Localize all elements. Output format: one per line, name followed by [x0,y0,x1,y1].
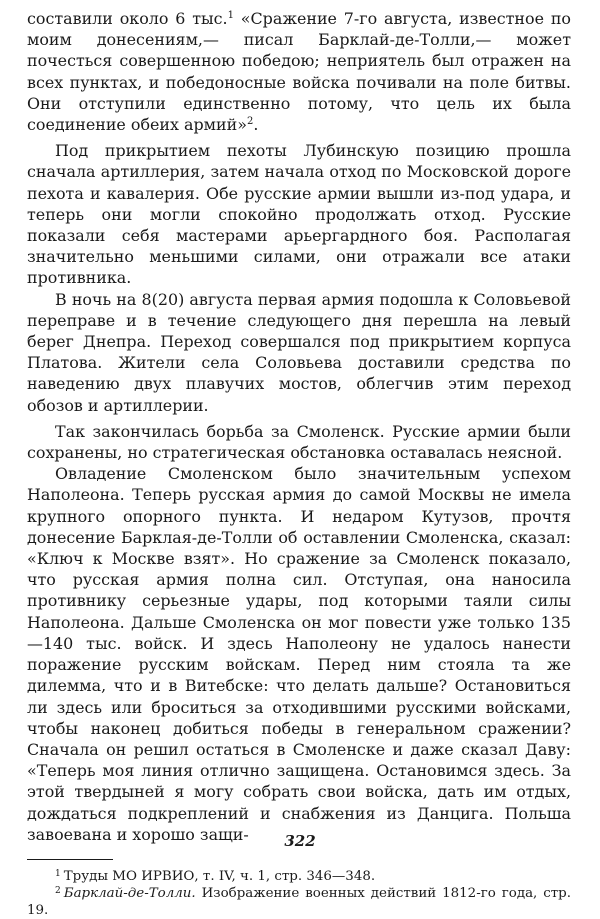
paragraph-1 [27,8,571,135]
footnote-ref-2: 2 [246,116,254,128]
footnote-divider [27,859,113,860]
page-body [27,8,571,919]
footnote-1-mark: 1 [55,868,61,879]
paragraph-1-quote: «Сражение 7-го августа, известное по моим донесениям,— писал Барклай-де-Толли,— может почесться совершенною победою; неприятель был отражен на всех пунктах, и победоносные войска почивали на поле битвы. Они отступили единственно потому, что цель их была соединение обеих армий» [27,9,571,135]
footnote-2-mark: 2 [55,885,61,896]
footnote-2 [27,885,571,919]
footnote-ref-1: 1 [227,10,234,21]
paragraph-1-text: составили около 6 тыс. [27,9,228,28]
paragraph-4: Так закончилась борьба за Смоленск. Русские армии были сохранены, но стратегическая обстановка оставалась неясной. [27,421,571,463]
paragraph-5: Овладение Смоленском было значительным успехом Наполеона. Теперь русская армия до самой Москвы не имела крупного опорного пункта. И недаром Кутузов, прочтя донесение Барклая-де-Толли об оставлении Смоленска, сказал: «Ключ к Москве взят». Но сражение за Смоленск показало, что русская армия полна сил. Отступая, она наносила противнику серьезные удары, под которыми таяли силы Наполеона. Дальше Смоленска он мог повести уже только 135—140 тыс. войск. И здесь Наполеону не удалось нанести поражение русским войскам. Перед ним стояла та же дилемма, что и в Витебске: что делать дальше? Остановиться ли здесь или броситься за отходившими русскими войсками, чтобы наконец добиться победы в генеральном сражении? Сначала он решил остаться в Смоленске и даже сказал Даву: «Теперь моя линия отлично защищена. Остановимся здесь. За этой твердыней я могу собрать свои войска, дать им отдых, дождаться подкреплений и снабжения из Данцига. Польша завоевана и хорошо защи- [27,464,571,844]
footnote-1 [27,868,571,885]
page-number: 322 [284,832,316,850]
paragraph-1-tail: . [253,115,259,135]
paragraph-3: В ночь на 8(20) августа первая армия подошла к Соловьевой переправе и в течение следующего дня перешла на левый берег Днепра. Переход совершался под прикрытием корпуса Платова. Жители села Соловьева доставили средства по наведению двух плавучих мостов, облегчив этим переход обозов и артиллерии. [27,289,571,415]
footnote-2-text: Изображение военных действий 1812-го года, стр. 19. [27,885,571,918]
paragraph-2: Под прикрытием пехоты Лубинскую позицию прошла сначала артиллерия, затем начала отход по Московской дороге пехота и кавалерия. Обе русские армии вышли из-под удара, и теперь они могли спокойно продолжать отход. Русские показали себя мастерами арьергардного боя. Располагая значительно меньшими силами, они отражали все атаки противника. [27,141,571,288]
footnote-1-text: Труды МО ИРВИО, т. IV, ч. 1, стр. 346—348. [63,868,376,884]
footnote-2-author: Барклай-де-Толли. [63,885,196,901]
footnotes [27,868,571,919]
